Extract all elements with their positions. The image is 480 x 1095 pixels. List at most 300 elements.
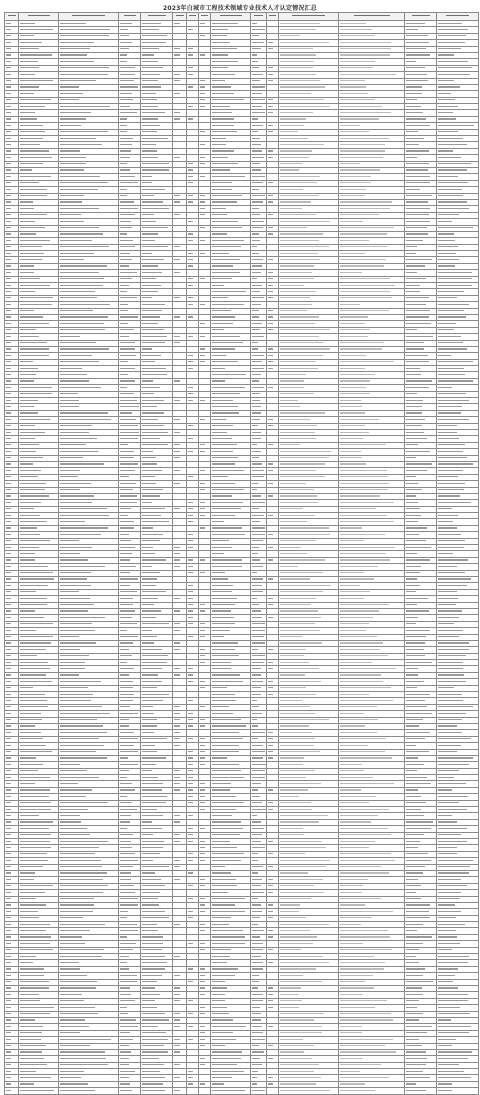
illegible-text-stroke: [20, 1032, 42, 1033]
illegible-text-stroke: [340, 476, 388, 477]
illegible-text-stroke: [280, 585, 331, 586]
illegible-text-stroke: [438, 1058, 468, 1059]
illegible-text-stroke: [142, 962, 167, 963]
illegible-text-stroke: [174, 719, 180, 720]
illegible-text-stroke: [6, 208, 11, 209]
illegible-text-stroke: [280, 809, 312, 810]
illegible-text-stroke: [174, 400, 180, 401]
illegible-text-stroke: [20, 476, 38, 477]
illegible-text-stroke: [212, 106, 230, 107]
illegible-text-stroke: [20, 470, 41, 471]
illegible-text-stroke: [60, 221, 84, 222]
illegible-text-stroke: [120, 1058, 129, 1059]
illegible-text-stroke: [120, 649, 129, 650]
illegible-text-stroke: [340, 1007, 375, 1008]
illegible-text-stroke: [120, 291, 127, 292]
illegible-text-stroke: [142, 125, 160, 126]
illegible-text-stroke: [60, 476, 78, 477]
illegible-text-stroke: [60, 157, 86, 158]
illegible-text-stroke: [340, 515, 387, 516]
illegible-text-stroke: [174, 112, 180, 113]
illegible-text-stroke: [6, 118, 11, 119]
illegible-text-stroke: [280, 189, 303, 190]
illegible-text-stroke: [252, 668, 261, 669]
illegible-text-stroke: [20, 655, 37, 656]
illegible-text-stroke: [280, 540, 316, 541]
illegible-text-stroke: [174, 866, 180, 867]
illegible-text-stroke: [212, 272, 240, 273]
illegible-text-stroke: [120, 1007, 127, 1008]
illegible-text-stroke: [252, 860, 258, 861]
illegible-text-stroke: [406, 706, 427, 707]
illegible-text-stroke: [200, 757, 205, 758]
illegible-text-stroke: [212, 943, 245, 944]
illegible-text-stroke: [120, 757, 128, 758]
illegible-text-stroke: [120, 240, 133, 241]
illegible-text-stroke: [280, 432, 315, 433]
illegible-text-stroke: [174, 1051, 180, 1052]
illegible-text-stroke: [406, 642, 425, 643]
illegible-text-stroke: [252, 1090, 265, 1091]
illegible-text-stroke: [60, 112, 91, 113]
illegible-text-stroke: [280, 361, 316, 362]
illegible-text-stroke: [252, 169, 261, 170]
illegible-text-stroke: [406, 169, 428, 170]
illegible-text-stroke: [438, 968, 458, 969]
illegible-text-stroke: [20, 604, 47, 605]
illegible-text-stroke: [252, 1013, 261, 1014]
illegible-text-stroke: [212, 1000, 225, 1001]
illegible-text-stroke: [60, 668, 85, 669]
illegible-text-stroke: [120, 125, 127, 126]
illegible-text-stroke: [438, 642, 469, 643]
illegible-text-stroke: [120, 265, 129, 266]
illegible-text-stroke: [142, 547, 153, 548]
illegible-text-stroke: [340, 968, 384, 969]
illegible-text-stroke: [252, 93, 262, 94]
illegible-text-stroke: [212, 610, 231, 611]
illegible-text-stroke: [252, 987, 258, 988]
illegible-text-stroke: [142, 240, 155, 241]
illegible-text-stroke: [438, 412, 461, 413]
illegible-text-stroke: [6, 911, 11, 912]
illegible-text-stroke: [200, 195, 205, 196]
illegible-text-stroke: [20, 975, 44, 976]
illegible-text-stroke: [174, 706, 180, 707]
illegible-text-stroke: [6, 936, 11, 937]
illegible-text-stroke: [6, 904, 11, 905]
illegible-text-stroke: [20, 169, 32, 170]
illegible-text-stroke: [120, 885, 134, 886]
illegible-text-stroke: [174, 642, 180, 643]
illegible-text-stroke: [142, 406, 157, 407]
illegible-text-stroke: [120, 809, 137, 810]
illegible-text-stroke: [340, 259, 386, 260]
illegible-text-stroke: [6, 674, 11, 675]
illegible-text-stroke: [60, 745, 104, 746]
illegible-text-stroke: [188, 885, 193, 886]
illegible-text-stroke: [340, 591, 370, 592]
illegible-text-stroke: [20, 553, 35, 554]
illegible-text-stroke: [254, 15, 263, 16]
illegible-text-stroke: [142, 738, 167, 739]
illegible-text-stroke: [200, 1039, 205, 1040]
illegible-text-stroke: [6, 764, 11, 765]
illegible-text-stroke: [212, 674, 240, 675]
illegible-text-stroke: [340, 272, 362, 273]
illegible-text-stroke: [280, 834, 304, 835]
illegible-text-stroke: [6, 930, 11, 931]
illegible-text-stroke: [20, 700, 47, 701]
illegible-text-stroke: [340, 74, 396, 75]
illegible-text-stroke: [406, 316, 429, 317]
illegible-text-stroke: [438, 138, 463, 139]
header-cell: [59, 13, 119, 21]
illegible-text-stroke: [142, 853, 160, 854]
illegible-text-stroke: [438, 144, 467, 145]
illegible-text-stroke: [142, 508, 165, 509]
illegible-text-stroke: [174, 93, 180, 94]
illegible-text-stroke: [60, 572, 91, 573]
illegible-text-stroke: [340, 694, 369, 695]
illegible-text-stroke: [120, 674, 129, 675]
illegible-text-stroke: [120, 706, 130, 707]
illegible-text-stroke: [268, 361, 273, 362]
illegible-text-stroke: [142, 924, 157, 925]
illegible-text-stroke: [6, 489, 11, 490]
illegible-text-stroke: [142, 1045, 164, 1046]
illegible-text-stroke: [142, 419, 158, 420]
illegible-text-stroke: [188, 789, 193, 790]
illegible-text-stroke: [174, 483, 180, 484]
illegible-text-stroke: [280, 968, 316, 969]
illegible-text-stroke: [252, 240, 260, 241]
illegible-text-stroke: [6, 412, 11, 413]
illegible-text-stroke: [280, 131, 298, 132]
illegible-text-stroke: [280, 393, 314, 394]
illegible-text-stroke: [142, 566, 152, 567]
illegible-text-stroke: [120, 489, 133, 490]
illegible-text-stroke: [200, 623, 205, 624]
illegible-text-stroke: [340, 956, 374, 957]
illegible-text-stroke: [406, 195, 432, 196]
illegible-text-stroke: [20, 815, 39, 816]
illegible-text-stroke: [406, 930, 417, 931]
illegible-text-stroke: [406, 221, 430, 222]
illegible-text-stroke: [6, 745, 11, 746]
illegible-text-stroke: [220, 15, 242, 16]
illegible-text-stroke: [406, 777, 427, 778]
illegible-text-stroke: [60, 956, 102, 957]
illegible-text-stroke: [20, 725, 35, 726]
illegible-text-stroke: [268, 495, 273, 496]
illegible-text-stroke: [120, 828, 127, 829]
illegible-text-stroke: [60, 29, 110, 30]
illegible-text-stroke: [252, 99, 265, 100]
illegible-text-stroke: [60, 253, 94, 254]
illegible-text-stroke: [438, 904, 455, 905]
data-table: [4, 12, 479, 1095]
illegible-text-stroke: [438, 636, 459, 637]
illegible-text-stroke: [252, 419, 260, 420]
illegible-text-stroke: [6, 725, 11, 726]
illegible-text-stroke: [340, 527, 362, 528]
illegible-text-stroke: [292, 15, 325, 16]
table-cell: [339, 1088, 405, 1094]
illegible-text-stroke: [438, 23, 462, 24]
illegible-text-stroke: [340, 291, 390, 292]
illegible-text-stroke: [252, 144, 261, 145]
illegible-text-stroke: [60, 987, 96, 988]
illegible-text-stroke: [406, 872, 423, 873]
illegible-text-stroke: [406, 585, 420, 586]
illegible-text-stroke: [268, 987, 273, 988]
illegible-text-stroke: [280, 118, 306, 119]
illegible-text-stroke: [142, 892, 160, 893]
illegible-text-stroke: [268, 751, 273, 752]
illegible-text-stroke: [120, 962, 127, 963]
illegible-text-stroke: [120, 802, 132, 803]
illegible-text-stroke: [212, 157, 228, 158]
illegible-text-stroke: [6, 757, 11, 758]
illegible-text-stroke: [60, 796, 86, 797]
illegible-text-stroke: [20, 419, 50, 420]
illegible-text-stroke: [280, 847, 326, 848]
illegible-text-stroke: [406, 1083, 416, 1084]
illegible-text-stroke: [252, 125, 263, 126]
illegible-text-stroke: [340, 789, 361, 790]
illegible-text-stroke: [200, 515, 205, 516]
illegible-text-stroke: [120, 227, 132, 228]
illegible-text-stroke: [20, 866, 43, 867]
illegible-text-stroke: [120, 432, 139, 433]
illegible-text-stroke: [268, 1007, 273, 1008]
illegible-text-stroke: [174, 157, 180, 158]
illegible-text-stroke: [188, 591, 193, 592]
illegible-text-stroke: [120, 732, 134, 733]
illegible-text-stroke: [20, 981, 49, 982]
illegible-text-stroke: [252, 943, 263, 944]
illegible-text-stroke: [212, 253, 229, 254]
illegible-text-stroke: [120, 508, 131, 509]
illegible-text-stroke: [438, 470, 463, 471]
illegible-text-stroke: [340, 451, 361, 452]
illegible-text-stroke: [142, 272, 162, 273]
illegible-text-stroke: [340, 642, 383, 643]
illegible-text-stroke: [340, 553, 386, 554]
illegible-text-stroke: [280, 1045, 314, 1046]
illegible-text-stroke: [438, 80, 454, 81]
illegible-text-stroke: [438, 374, 465, 375]
illegible-text-stroke: [60, 847, 99, 848]
illegible-text-stroke: [268, 291, 273, 292]
illegible-text-stroke: [142, 789, 162, 790]
illegible-text-stroke: [200, 911, 205, 912]
illegible-text-stroke: [438, 329, 454, 330]
illegible-text-stroke: [406, 189, 420, 190]
illegible-text-stroke: [252, 1058, 260, 1059]
illegible-text-stroke: [212, 457, 238, 458]
illegible-text-stroke: [120, 515, 128, 516]
illegible-text-stroke: [252, 463, 262, 464]
illegible-text-stroke: [268, 425, 273, 426]
illegible-text-stroke: [252, 757, 263, 758]
illegible-text-stroke: [438, 732, 462, 733]
illegible-text-stroke: [406, 208, 430, 209]
illegible-text-stroke: [20, 515, 40, 516]
illegible-text-stroke: [142, 86, 161, 87]
illegible-text-stroke: [406, 1077, 430, 1078]
illegible-text-stroke: [20, 802, 51, 803]
illegible-text-stroke: [212, 834, 240, 835]
illegible-text-stroke: [438, 789, 452, 790]
illegible-text-stroke: [120, 112, 137, 113]
illegible-text-stroke: [212, 29, 228, 30]
illegible-text-stroke: [188, 834, 193, 835]
illegible-text-stroke: [252, 1083, 257, 1084]
illegible-text-stroke: [212, 725, 246, 726]
illegible-text-stroke: [280, 572, 323, 573]
illegible-text-stroke: [174, 1077, 180, 1078]
illegible-text-stroke: [252, 566, 263, 567]
illegible-text-stroke: [6, 777, 11, 778]
illegible-text-stroke: [6, 610, 11, 611]
illegible-text-stroke: [142, 457, 156, 458]
illegible-text-stroke: [120, 668, 134, 669]
illegible-text-stroke: [268, 112, 273, 113]
illegible-text-stroke: [60, 182, 108, 183]
illegible-text-stroke: [60, 131, 108, 132]
illegible-text-stroke: [200, 725, 205, 726]
illegible-text-stroke: [212, 841, 230, 842]
illegible-text-stroke: [60, 195, 84, 196]
illegible-text-stroke: [280, 1032, 322, 1033]
illegible-text-stroke: [142, 751, 157, 752]
illegible-text-stroke: [280, 342, 323, 343]
illegible-text-stroke: [120, 924, 137, 925]
illegible-text-stroke: [174, 316, 180, 317]
illegible-text-stroke: [142, 725, 157, 726]
illegible-text-stroke: [406, 559, 430, 560]
illegible-text-stroke: [6, 534, 11, 535]
illegible-text-stroke: [340, 604, 389, 605]
illegible-text-stroke: [252, 1064, 262, 1065]
illegible-text-stroke: [174, 23, 180, 24]
illegible-text-stroke: [268, 649, 273, 650]
illegible-text-stroke: [280, 604, 311, 605]
illegible-text-stroke: [188, 508, 193, 509]
illegible-text-stroke: [20, 67, 39, 68]
illegible-text-stroke: [280, 1007, 299, 1008]
illegible-text-stroke: [406, 962, 419, 963]
illegible-text-stroke: [200, 706, 205, 707]
illegible-text-stroke: [212, 23, 238, 24]
illegible-text-stroke: [212, 99, 244, 100]
illegible-text-stroke: [20, 572, 53, 573]
illegible-text-stroke: [340, 610, 379, 611]
illegible-text-stroke: [142, 1064, 164, 1065]
illegible-text-stroke: [340, 1039, 393, 1040]
illegible-text-stroke: [188, 515, 193, 516]
illegible-text-stroke: [60, 904, 94, 905]
illegible-text-stroke: [280, 662, 309, 663]
illegible-text-stroke: [188, 841, 193, 842]
illegible-text-stroke: [20, 125, 43, 126]
illegible-text-stroke: [340, 425, 365, 426]
illegible-text-stroke: [280, 246, 329, 247]
illegible-text-stroke: [120, 336, 129, 337]
illegible-text-stroke: [142, 930, 158, 931]
illegible-text-stroke: [20, 1013, 50, 1014]
illegible-text-stroke: [188, 623, 193, 624]
illegible-text-stroke: [340, 623, 369, 624]
illegible-text-stroke: [280, 655, 304, 656]
illegible-text-stroke: [174, 649, 180, 650]
illegible-text-stroke: [20, 48, 39, 49]
illegible-text-stroke: [120, 329, 134, 330]
illegible-text-stroke: [212, 508, 241, 509]
illegible-text-stroke: [188, 681, 193, 682]
illegible-text-stroke: [406, 291, 420, 292]
illegible-text-stroke: [280, 610, 318, 611]
illegible-text-stroke: [280, 368, 318, 369]
illegible-text-stroke: [438, 265, 455, 266]
illegible-text-stroke: [174, 259, 180, 260]
illegible-text-stroke: [406, 74, 427, 75]
illegible-text-stroke: [20, 342, 47, 343]
illegible-text-stroke: [20, 674, 46, 675]
illegible-text-stroke: [20, 432, 45, 433]
illegible-text-stroke: [120, 214, 135, 215]
illegible-text-stroke: [406, 821, 433, 822]
illegible-text-stroke: [438, 387, 452, 388]
illegible-text-stroke: [252, 745, 263, 746]
illegible-text-stroke: [188, 182, 193, 183]
illegible-text-stroke: [6, 189, 11, 190]
illegible-text-stroke: [280, 713, 315, 714]
illegible-text-stroke: [20, 80, 53, 81]
illegible-text-stroke: [280, 201, 311, 202]
illegible-text-stroke: [200, 131, 205, 132]
illegible-text-stroke: [212, 393, 240, 394]
illegible-text-stroke: [212, 176, 245, 177]
illegible-text-stroke: [438, 655, 466, 656]
illegible-text-stroke: [252, 630, 265, 631]
illegible-text-stroke: [212, 463, 235, 464]
illegible-text-stroke: [438, 125, 474, 126]
illegible-text-stroke: [212, 502, 243, 503]
illegible-text-stroke: [20, 150, 49, 151]
illegible-text-stroke: [6, 291, 11, 292]
illegible-text-stroke: [120, 713, 138, 714]
illegible-text-stroke: [438, 694, 462, 695]
illegible-text-stroke: [252, 253, 259, 254]
illegible-text-stroke: [20, 176, 51, 177]
illegible-text-stroke: [6, 636, 11, 637]
illegible-text-stroke: [406, 1045, 422, 1046]
illegible-text-stroke: [438, 131, 458, 132]
illegible-text-stroke: [6, 924, 11, 925]
illegible-text-stroke: [60, 815, 80, 816]
illegible-text-stroke: [60, 189, 98, 190]
illegible-text-stroke: [120, 310, 128, 311]
illegible-text-stroke: [60, 291, 95, 292]
illegible-text-stroke: [20, 227, 45, 228]
illegible-text-stroke: [60, 61, 94, 62]
illegible-text-stroke: [406, 668, 418, 669]
illegible-text-stroke: [268, 534, 273, 535]
illegible-text-stroke: [20, 1064, 47, 1065]
